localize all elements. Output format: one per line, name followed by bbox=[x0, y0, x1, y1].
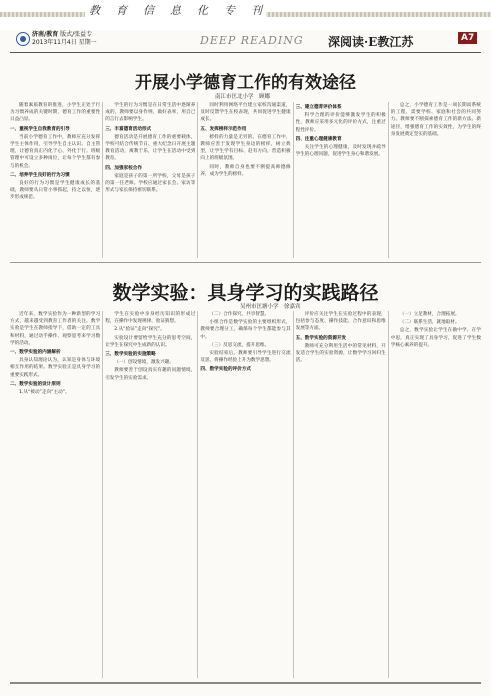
article1-title: 开展小学德育工作的有效途径 bbox=[135, 73, 356, 93]
text-column bbox=[296, 311, 386, 678]
column-rule bbox=[388, 102, 389, 258]
paragraph: （二）联系生活，就地取材。 bbox=[399, 320, 460, 326]
paragraph: 总之，小学德育工作是一项长期而系统的工程，需要学校、家庭和社会的共同努力。教师要不断探索德育工作的新方法、新途径，增强德育工作的实效性，为学生的终身发展奠定坚实的基础。 bbox=[390, 103, 481, 137]
header-rule bbox=[10, 52, 481, 53]
column-rule bbox=[197, 311, 198, 678]
masthead bbox=[0, 30, 491, 52]
text-column bbox=[391, 311, 481, 678]
issue-date: 2013年11月4日 星期一 bbox=[32, 39, 97, 46]
paper-extra: 版式/张益专 bbox=[60, 31, 93, 38]
paragraph: 实验结束后，教师要引导学生进行交流反思，将操作经验上升为数学思想。 bbox=[200, 351, 291, 364]
paragraph: 科学合理的评价能够激发学生的积极性，教师应采用多元化的评价方式，注重过程性评价。 bbox=[295, 113, 386, 133]
article2-byline: 吴州市匡塘小学 徐嘉宾 bbox=[240, 304, 301, 310]
paragraph: 实验设计要留给学生充分的思考空间，让学生在探究中生成新的认识。 bbox=[105, 335, 196, 348]
section-heading: 二、培养学生良好的行为习惯 bbox=[10, 172, 70, 178]
article1-byline: 南江市匡北小学 顾娜 bbox=[215, 94, 271, 100]
column-rule bbox=[102, 311, 103, 678]
paragraph: 总之，数学实验让学生在做中学、在学中思，真正实现了具身学习，促进了学生数学核心素养的提升。 bbox=[390, 328, 481, 348]
paragraph: 教师可充分利用生活中的常见材料，开发适合学生的实验资源，让数学学习回归生活。 bbox=[295, 343, 386, 364]
text-column bbox=[391, 102, 481, 258]
footer-rule bbox=[10, 682, 481, 684]
paragraph: 关注学生的心理健康，及时发现并疏导学生的心理问题，促进学生身心和谐发展。 bbox=[295, 145, 386, 158]
section-heading: 五、发挥榜样示范作用 bbox=[200, 126, 247, 132]
paragraph: （三）反思交流，提升思维。 bbox=[209, 342, 270, 348]
slogan-char: 化 bbox=[197, 4, 208, 17]
paragraph: 家庭是孩子的第一所学校，父母是孩子的第一任老师。学校应通过家长会、家访等形式与家长保持密切联系。 bbox=[105, 173, 196, 194]
slogan-char: 教 bbox=[89, 4, 100, 17]
paragraph: 德育活动是开展德育工作的重要载体，学校可结合传统节日、重大纪念日开展主题教育活动，寓教于乐，让学生在活动中受到教育。 bbox=[105, 134, 196, 162]
slogan-char: 刊 bbox=[251, 4, 262, 17]
paragraph: 榜样的力量是无穷的。在德育工作中，教师应善于发现学生身边的榜样，树立典型，让学生学有目标、赶有方向，营造积极向上的班级氛围。 bbox=[200, 134, 291, 162]
section-cn: 深阅读·E教江苏 bbox=[328, 35, 414, 49]
column-rule bbox=[293, 102, 294, 258]
section-heading: 一、重视学生自我教育的引导 bbox=[10, 126, 70, 132]
banner-slogan bbox=[85, 2, 266, 18]
text-column bbox=[105, 311, 195, 678]
text-column bbox=[200, 102, 290, 258]
text-column bbox=[105, 102, 195, 258]
slogan-char: 育 bbox=[116, 4, 127, 17]
paper-name: 济南/教育 bbox=[32, 31, 59, 38]
top-banner bbox=[0, 0, 491, 30]
paragraph: 小组合作是数学实验的主要组织形式，教师要合理分工，确保每个学生都能参与其中。 bbox=[200, 320, 291, 340]
article-divider bbox=[10, 262, 481, 263]
paragraph: （一）立足教材，合理拓展。 bbox=[399, 312, 460, 317]
paragraph: （一）创设情境，激发兴趣。 bbox=[114, 360, 174, 366]
column-rule bbox=[197, 102, 198, 258]
section-heading: 四、数学实验的评价方式 bbox=[200, 367, 251, 373]
section-heading: 三、数学实验的实施策略 bbox=[105, 352, 156, 358]
text-column bbox=[10, 102, 100, 258]
text-column bbox=[10, 311, 100, 678]
column-rule bbox=[293, 311, 294, 678]
paragraph: 同时利用网络平台建立家校沟通渠道，及时反馈学生在校表现，共同促进学生健康成长。 bbox=[200, 103, 291, 123]
paragraph: 随着素质教育的推进，小学生正处于行为习惯养成的关键时期，德育工作的重要性日益凸显。 bbox=[10, 103, 101, 123]
paper-info bbox=[32, 31, 97, 47]
page-number-badge: A7 bbox=[458, 32, 477, 44]
paper-logo-icon bbox=[16, 32, 30, 46]
paragraph: 2.从“验证”走向“探究”。 bbox=[114, 327, 165, 333]
paragraph: 当前小学德育工作中，教师应充分发挥学生主体作用，引导学生自主认识、自主管理，让德育真正内化于心、外化于行。班级管理中可设立多种岗位，让每个学生都有参与的机会。 bbox=[10, 134, 101, 169]
paragraph: 教师要善于创设真实有趣的问题情境，引发学生的实验需求。 bbox=[105, 368, 196, 381]
column-rule bbox=[102, 102, 103, 258]
paragraph: 近年来，数学实验作为一种新型的学习方式，越来越受到教育工作者的关注。数学实验是学生在教师指导下，借助一定的工具和材料，通过动手操作、观察思考来学习数学的活动。 bbox=[10, 312, 101, 346]
section-heading: 四、注重心理健康教育 bbox=[295, 136, 342, 142]
paragraph: 1.从“被动”走向“主动”。 bbox=[19, 390, 70, 396]
section-heading: 三、建立德育评价体系 bbox=[295, 105, 342, 110]
section-en: DEEP READING bbox=[200, 34, 304, 47]
section-heading: 一、数学实验的内涵解析 bbox=[10, 350, 61, 356]
section-heading: 五、数学实验的资源开发 bbox=[295, 335, 347, 341]
paragraph: 学生的行为习惯是在日常生活中逐渐养成的，教师要以身作则，做好表率，用自己的言行去影响学生。 bbox=[105, 103, 196, 123]
paragraph: 学生在实验中亲身经历知识的形成过程，在操作中发现规律、验证猜想。 bbox=[105, 312, 196, 325]
paragraph: 具身认知理论认为，认知是身体与环境相互作用的结果。数学实验正是具身学习的重要实践形式。 bbox=[10, 358, 101, 378]
column-rule bbox=[388, 311, 389, 678]
slogan-char: 信 bbox=[143, 4, 154, 17]
paragraph: （二）合作探究，共享智慧。 bbox=[209, 312, 270, 317]
text-column bbox=[200, 311, 290, 678]
paragraph: 良好的行为习惯是学生健康成长的基础，教师要从日常小事抓起，持之以恒，逐步形成规范。 bbox=[10, 181, 101, 201]
article2-title: 数学实验：具身学习的实践路径 bbox=[112, 282, 379, 304]
text-column bbox=[296, 102, 386, 258]
slogan-char: 专 bbox=[224, 4, 235, 17]
slogan-char: 息 bbox=[170, 4, 181, 17]
section-heading: 二、数学实验的设计原则 bbox=[10, 381, 61, 387]
section-heading: 三、丰富德育活动形式 bbox=[105, 126, 152, 132]
paragraph: 同时，教师自身也要不断提高师德修养，成为学生的榜样。 bbox=[200, 164, 291, 177]
section-heading: 四、加强家校合作 bbox=[105, 165, 142, 171]
paragraph: 评价应关注学生在实验过程中的表现，包括参与态度、操作技能、合作意识和思维发展等方面。 bbox=[295, 312, 386, 332]
